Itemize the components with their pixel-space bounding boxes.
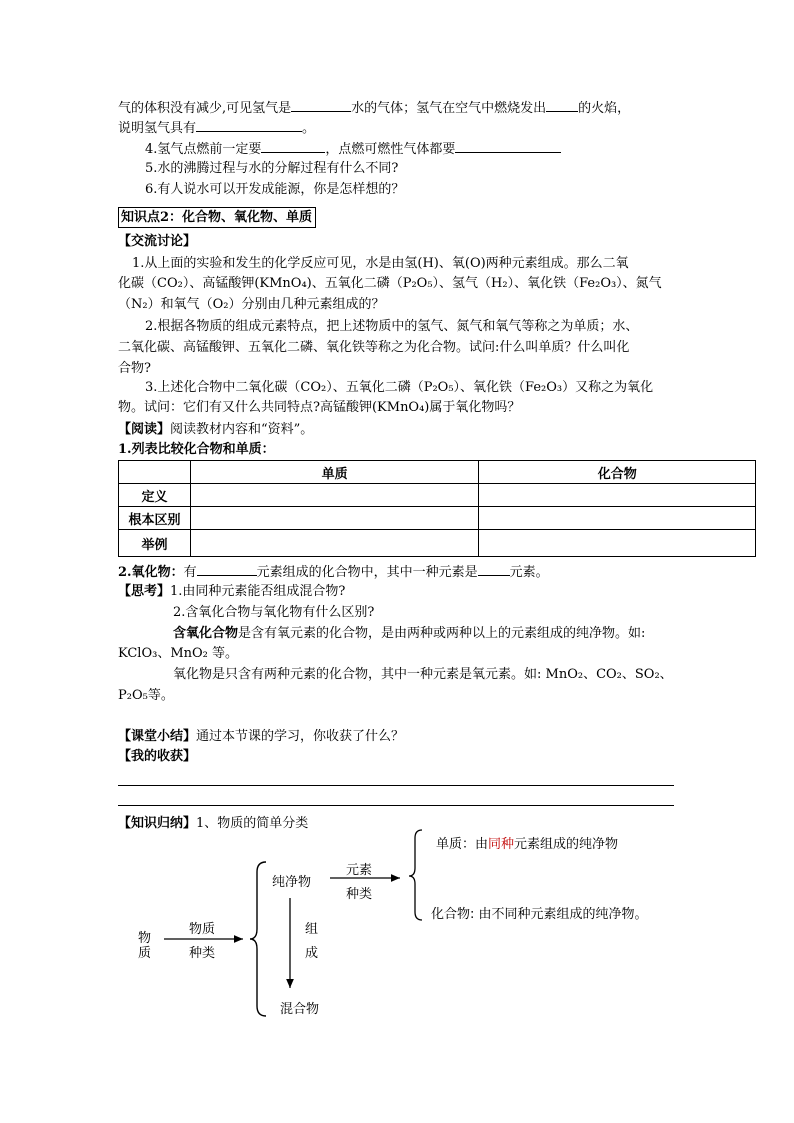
arrow1-label-top: 物质	[189, 922, 216, 937]
question-4: 4.氢气点燃前一定要 ，点燃可燃性气体都要	[145, 139, 561, 159]
table-row	[119, 530, 756, 557]
root-substance-2: 质	[138, 946, 152, 961]
think-line-2: 2.含氧化合物与氧化物有什么区别?	[173, 605, 375, 620]
table-header-row	[119, 461, 756, 484]
oxide-line: 2.氧化物：有 元素组成的化合物中，其中一种元素是 元素。	[118, 562, 549, 582]
blank[interactable]	[291, 98, 351, 112]
intro-line-2: 说明氢气具有 。	[118, 118, 315, 138]
composition-label-1: 组	[305, 922, 319, 937]
discuss-1-line-3: （N₂）和氧气（O₂）分别由几种元素组成的？	[118, 297, 385, 312]
row-label: 定义	[119, 484, 191, 507]
read-line: 【阅读】阅读教材内容和“资料”。	[118, 422, 314, 437]
induction-line: 【知识归纳】1、物质的简单分类	[118, 816, 309, 831]
think-line-1: 【思考】1.由同种元素能否组成混合物?	[118, 584, 346, 599]
table-cell[interactable]	[479, 507, 756, 530]
mixture: 混合物	[280, 1002, 320, 1017]
discuss-2-line-2: 二氧化碳、高锰酸钾、五氧化二磷、氧化铁等称之为化合物。试问:什么叫单质？什么叫化	[118, 340, 630, 355]
compound-definition: 化合物: 由不同种元素组成的纯净物。	[431, 907, 648, 922]
blank[interactable]	[478, 562, 510, 576]
discuss-1-line-1: 1.从上面的实验和发生的化学反应可见，水是由氢(H)、氧(O)两种元素组成。那么二氧	[132, 256, 629, 271]
gain-label: 【我的收获】	[118, 749, 197, 764]
arrow1-label-bottom: 种类	[189, 946, 216, 961]
discuss-label: 【交流讨论】	[118, 234, 197, 249]
arrow2-label-top: 元素	[346, 863, 373, 878]
discuss-2-line-3: 合物?	[118, 361, 151, 376]
ox-compound-line-1: 含氧化合物是含有氧元素的化合物，是由两种或两种以上的元素组成的纯净物。如:	[173, 626, 646, 641]
header-compound: 化合物	[479, 461, 756, 484]
table-cell[interactable]	[190, 484, 479, 507]
oxide-def-line-2: P₂O₅等。	[118, 688, 174, 703]
discuss-3-line-2: 物。试问：它们有又什么共同特点?高锰酸钾(KMnO₄)属于氧化物吗？	[118, 400, 521, 415]
row-label: 根本区别	[119, 507, 191, 530]
composition-label-2: 成	[305, 946, 319, 961]
oxide-def-line-1: 氧化物是只含有两种元素的化合物，其中一种元素是氧元素。如: MnO₂、CO₂、SO₂、	[173, 667, 673, 682]
discuss-3-line-1: 3.上述化合物中二氧化碳（CO₂）、五氧化二磷（P₂O₅）、氧化铁（Fe₂O₃）又称之为氧化	[145, 380, 654, 395]
ox-compound-line-2: KClO₃、MnO₂ 等。	[118, 646, 239, 661]
answer-line[interactable]	[118, 785, 674, 786]
intro-line-1: 气的体积没有减少,可见氢气是 水的气体；氢气在空气中燃烧发出 的火焰，	[118, 98, 630, 118]
blank[interactable]	[196, 118, 302, 132]
small-brace	[409, 830, 422, 920]
arrow2-label-bottom: 种类	[346, 887, 373, 902]
discuss-2-line-1: 2.根据各物质的组成元素特点，把上述物质中的氢气、氮气和氧气等称之为单质；水、	[145, 319, 639, 334]
table-title: 1.列表比较化合物和单质：	[118, 442, 275, 457]
table-row	[119, 507, 756, 530]
pure-substance: 纯净物	[272, 875, 312, 890]
root-substance-1: 物	[138, 931, 152, 946]
table-cell[interactable]	[190, 507, 479, 530]
answer-line[interactable]	[118, 805, 674, 806]
discuss-1-line-2: 化碳（CO₂）、高锰酸钾(KMnO₄)、五氧化二磷（P₂O₅）、氢气（H₂）、氧化铁（Fe₂O₃）、氮气	[118, 276, 662, 291]
blank[interactable]	[546, 98, 578, 112]
table-cell[interactable]	[479, 484, 756, 507]
element-definition: 单质：由同种元素组成的纯净物	[436, 837, 619, 852]
blank[interactable]	[197, 562, 257, 576]
comparison-table	[118, 460, 756, 557]
blank[interactable]	[261, 139, 325, 153]
section-title: 知识点2：化合物、氧化物、单质	[118, 207, 316, 228]
header-element: 单质	[190, 461, 479, 484]
question-5: 5.水的沸腾过程与水的分解过程有什么不同?	[145, 161, 399, 176]
row-label: 举例	[119, 530, 191, 557]
question-6: 6.有人说水可以开发成能源，你是怎样想的？	[145, 182, 405, 197]
summary-line: 【课堂小结】通过本节课的学习，你收获了什么？	[118, 729, 405, 744]
large-brace	[250, 862, 266, 1016]
table-cell[interactable]	[479, 530, 756, 557]
table-row	[119, 484, 756, 507]
table-cell[interactable]	[190, 530, 479, 557]
blank[interactable]	[455, 139, 561, 153]
